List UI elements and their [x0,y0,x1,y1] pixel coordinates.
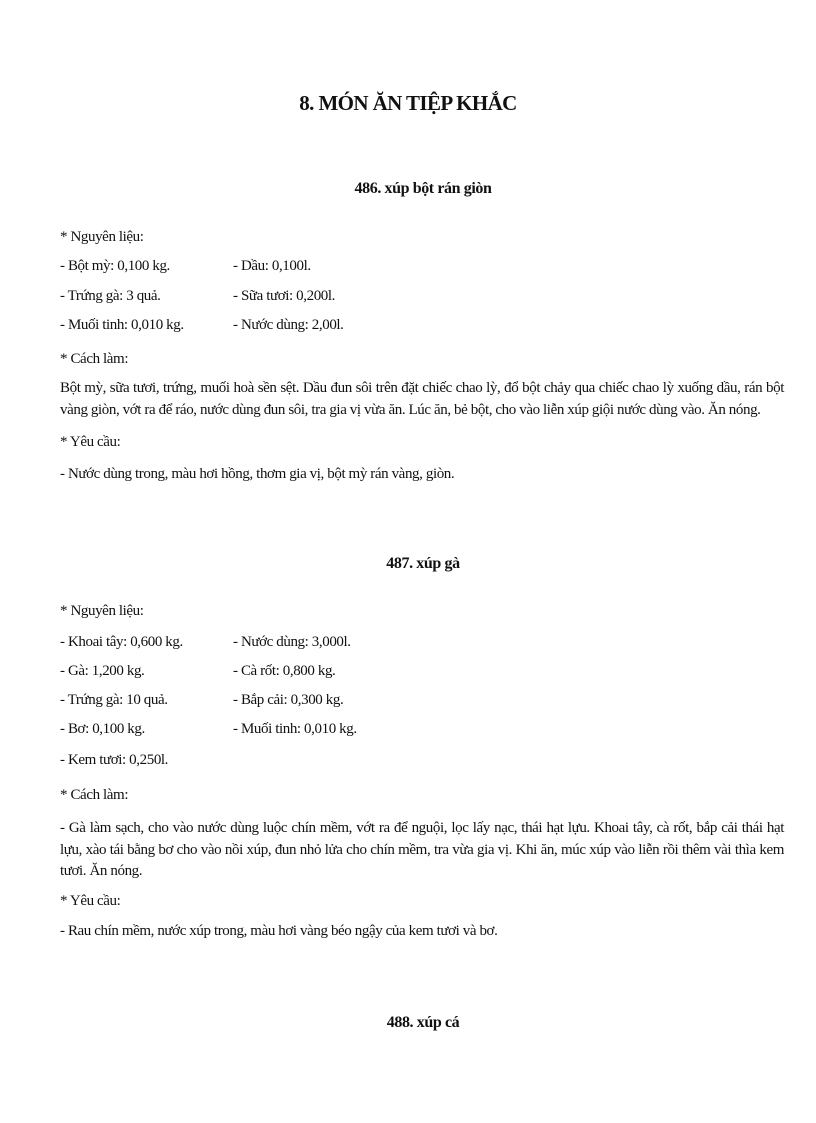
recipe-title: 488. xúp cá [386,1014,460,1031]
method-heading: * Cách làm: [60,351,129,367]
ingredients-heading: * Nguyên liệu: [60,603,144,619]
ingredient-item: - Nước dùng: 3,000l. [233,634,351,650]
ingredient-item: - Bột mỳ: 0,100 kg. [60,258,170,274]
ingredient-item: - Dầu: 0,100l. [233,258,311,274]
ingredient-item: - Sữa tươi: 0,200l. [233,288,336,304]
ingredient-item: - Gà: 1,200 kg. [60,663,145,679]
method-text: - Gà làm sạch, cho vào nước dùng luộc chín mềm, vớt ra để nguội, lọc lấy nạc, thái hạt lựu. Khoai tây, cà rốt, bắp cải thái hạt lựu, xào tái bằng bơ cho vào nồi xúp, đun nhỏ lửa cho chín mềm, tra vừa gia vị. Khi ăn, múc xúp vào liễn rồi thêm vài thìa kem tươi. Ăn nóng. [60,820,784,879]
ingredient-item: - Bắp cải: 0,300 kg. [233,692,344,708]
ingredient-item: - Trứng gà: 10 quả. [60,692,168,708]
requirements-heading: * Yêu cầu: [60,434,121,450]
requirements-text: - Rau chín mềm, nước xúp trong, màu hơi vàng béo ngậy của kem tươi và bơ. [60,923,498,939]
ingredient-item: - Bơ: 0,100 kg. [60,721,145,737]
ingredient-item: - Trứng gà: 3 quả. [60,288,161,304]
ingredient-item: - Muối tinh: 0,010 kg. [233,721,357,737]
chapter-title: 8. MÓN ĂN TIỆP KHẮC [299,91,517,115]
ingredient-item: - Cà rốt: 0,800 kg. [233,663,336,679]
recipe-title: 486. xúp bột rán giòn [354,180,492,197]
ingredient-item: - Muối tinh: 0,010 kg. [60,317,184,333]
ingredient-item: - Nước dùng: 2,00l. [233,317,344,333]
ingredient-item: - Khoai tây: 0,600 kg. [60,634,183,650]
method-heading: * Cách làm: [60,787,129,803]
recipe-title: 487. xúp gà [386,555,460,572]
requirements-text: - Nước dùng trong, màu hơi hồng, thơm gia vị, bột mỳ rán vàng, giòn. [60,466,455,482]
method-text: Bột mỳ, sữa tươi, trứng, muối hoà sền sệt. Dầu đun sôi trên đặt chiếc chao lỳ, đổ bột chảy qua chiếc chao lỳ xuống dầu, rán bột vàng giòn, vớt ra để ráo, nước dùng đun sôi, tra gia vị vừa ăn. Lúc ăn, bẻ bột, cho vào liễn xúp giội nước dùng vào. Ăn nóng. [60,380,784,418]
ingredient-item: - Kem tươi: 0,250l. [60,752,169,768]
ingredients-heading: * Nguyên liệu: [60,229,144,245]
requirements-heading: * Yêu cầu: [60,893,121,909]
